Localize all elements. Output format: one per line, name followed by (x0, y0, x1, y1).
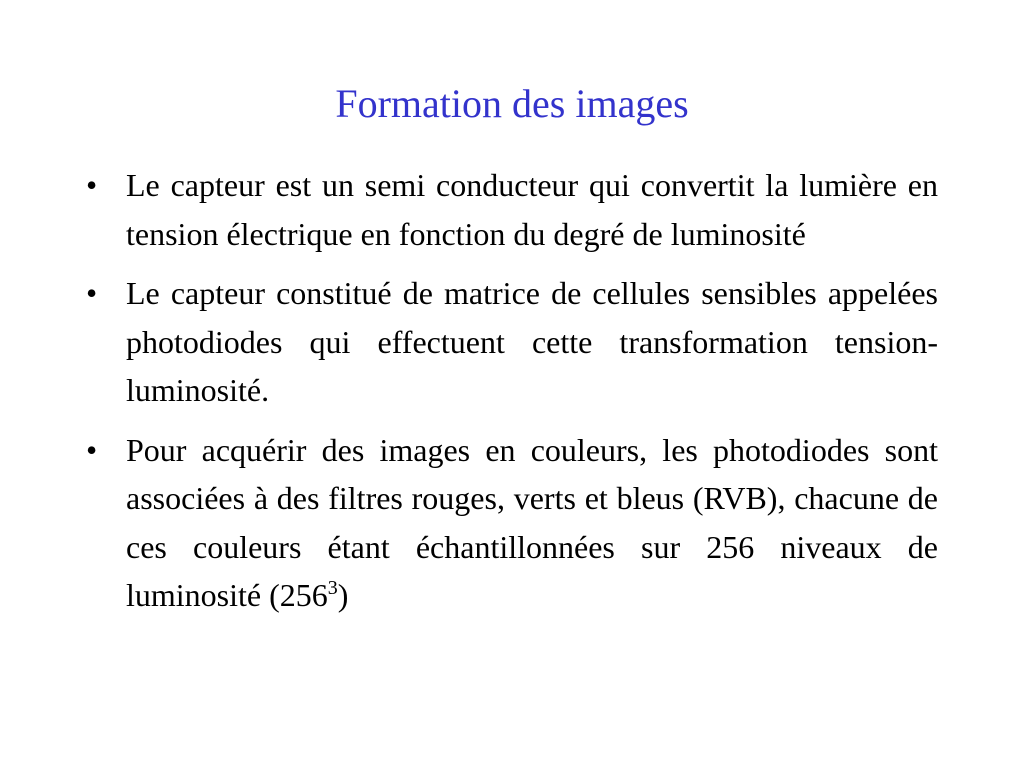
bullet-item (86, 269, 938, 415)
slide-title: Formation des images (335, 81, 689, 126)
bullet-text: Le capteur constitué de matrice de cellules sensibles appelées photodiodes qui effectuent cette transformation tension-luminosité. (126, 275, 938, 408)
bullet-text-with-exponent (126, 432, 938, 614)
bullet-text: Le capteur est un semi conducteur qui convertit la lumière en tension électrique en fonction du degré de luminosité (126, 167, 938, 252)
bullet-item (86, 426, 938, 620)
bullet-list (86, 161, 938, 631)
bullet-text-suffix: ) (337, 577, 349, 613)
bullet-marker: • (86, 431, 98, 468)
bullet-marker: • (86, 275, 98, 311)
bullet-item (86, 161, 938, 258)
bullet-text: Pour acquérir des images en couleurs, les photodiodes sont associées à des filtres rouges, verts et bleus (RVB), chacune de ces couleurs étant échantillonnées sur 256 niveaux de luminosité (256 (126, 431, 938, 613)
exponent: 3 (327, 577, 338, 599)
bullet-marker: • (86, 167, 98, 203)
